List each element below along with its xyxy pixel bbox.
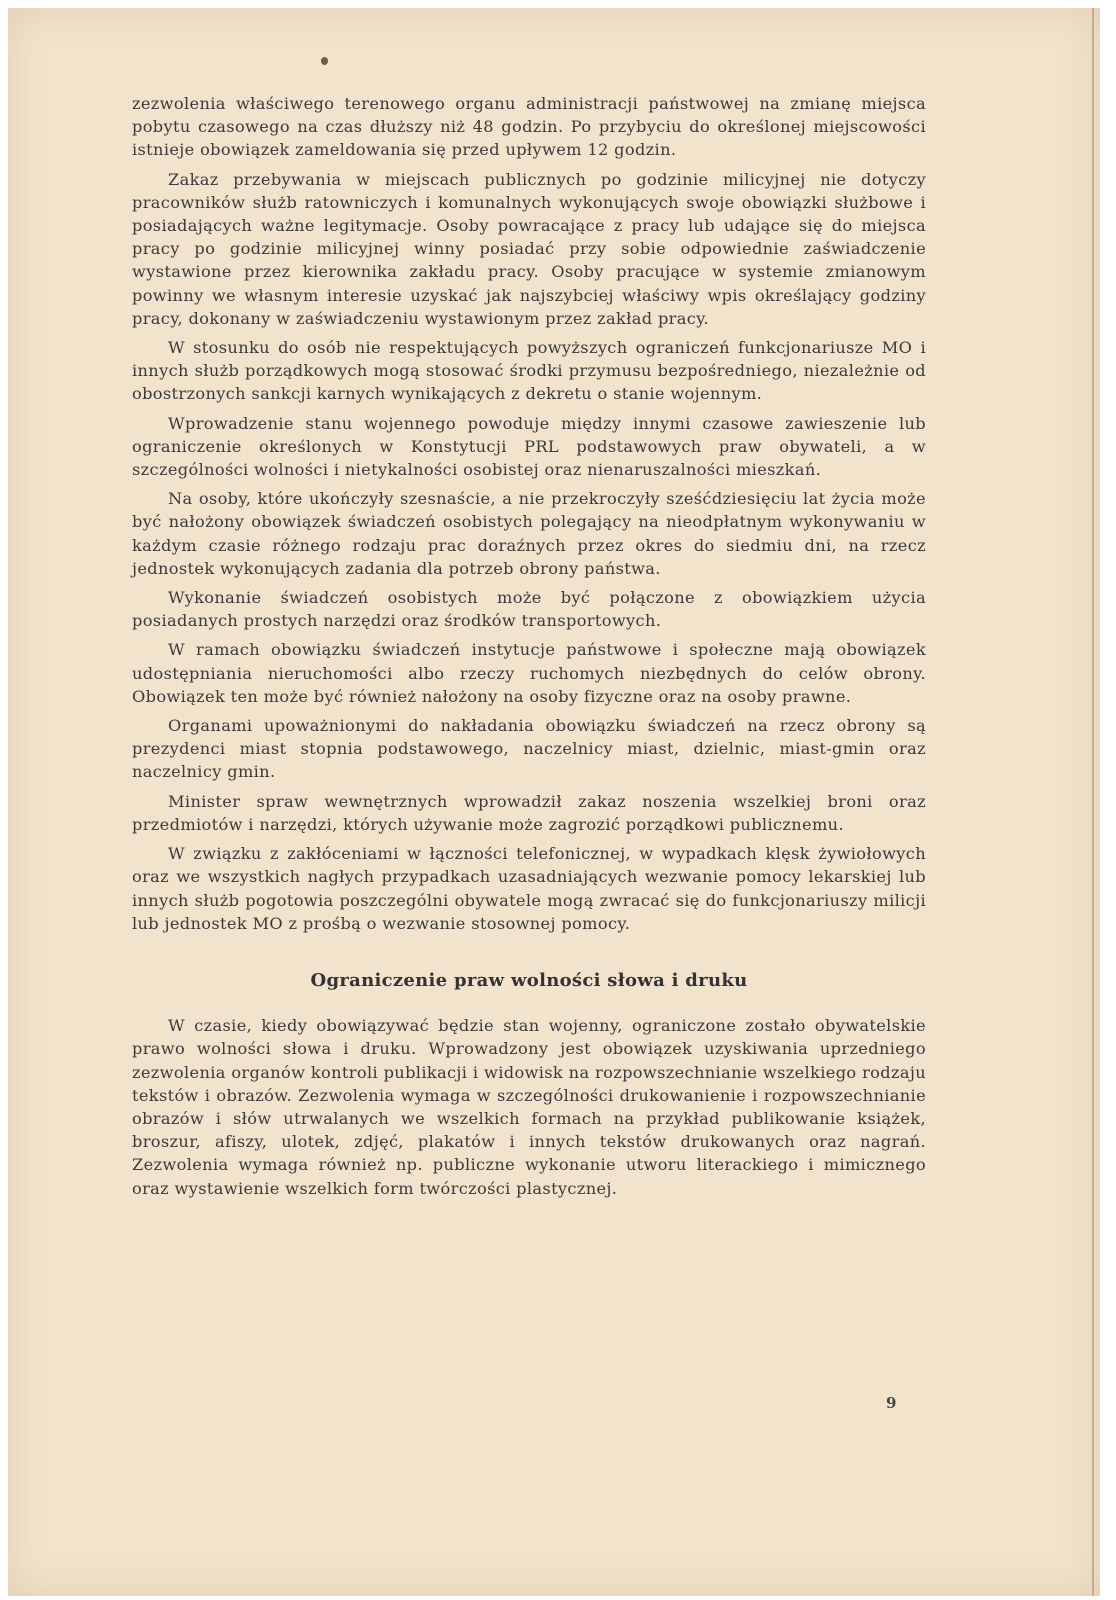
paper-speck: [321, 57, 328, 65]
paragraph: W ramach obowiązku świadczeń instytucje państwowe i społeczne mają obowiązek udostępniania nieruchomości albo rzeczy ruchomych niezbędnych do celów obrony. Obowiązek ten może być również nałożony na osoby fizyczne oraz na osoby prawne.: [132, 640, 926, 706]
paragraph: Zakaz przebywania w miejscach publicznych po godzinie milicyjnej nie dotyczy pracowników służb ratowniczych i komunalnych wykonujących swoje obowiązki służbowe i posiadających ważne legitymacje. Osoby powracające z pracy lub udające się do miejsca pracy po godzinie milicyjnej winny posiadać przy sobie odpowiednie zaświadczenie wystawione przez kierownika zakładu pracy. Osoby pracujące w systemie zmianowym powinny we własnym interesie uzyskać jak najszybciej właściwy wpis określający godziny pracy, dokonany w zaświadczeniu wystawionym przez zakład pracy.: [132, 169, 926, 328]
paragraph: Wprowadzenie stanu wojennego powoduje między innymi czasowe zawieszenie lub ograniczenie określonych w Konstytucji PRL podstawowych praw obywateli, a w szczególności wolności i nietykalności osobistej oraz nienaruszalności mieszkań.: [132, 413, 926, 480]
paragraph: Minister spraw wewnętrznych wprowadził zakaz noszenia wszelkiej broni oraz przedmiotów i narzędzi, których używanie może zagrozić porządkowi publicznemu.: [132, 791, 926, 834]
paragraph: W czasie, kiedy obowiązywać będzie stan wojenny, ograniczone zostało obywatelskie prawo wolności słowa i druku. Wprowadzony jest obowiązek uzyskiwania uprzedniego zezwolenia organów kontroli publikacji i widowisk na rozpowszechnianie wszelkiego rodzaju tekstów i obrazów. Zezwolenia wymaga w szczególności drukowanienie i rozpowszechnianie obrazów i słów utrwalanych we wszelkich formach na przykład publikowanie książek, broszur, afiszy, ulotek, zdjęć, plakatów i innych tekstów drukowanych oraz nagrań. Zezwolenia wymaga również np. publiczne wykonanie utworu literackiego i mimicznego oraz wystawienie wszelkich form twórczości plastycznej.: [132, 1016, 926, 1198]
paragraph: W stosunku do osób nie respektujących powyższych ograniczeń funkcjonariusze MO i innych służb porządkowych mogą stosować środki przymusu bezpośredniego, niezależnie od obostrzonych sankcji karnych wynikających z dekretu o stanie wojennym.: [132, 338, 926, 404]
page-number: 9: [886, 1394, 897, 1412]
document-page: [8, 8, 1100, 1596]
page-edge: [1092, 8, 1094, 1596]
section-heading: Ograniczenie praw wolności słowa i druku: [310, 969, 748, 991]
paragraph: W związku z zakłóceniami w łączności telefonicznej, w wypadkach klęsk żywiołowych oraz we wszystkich nagłych przypadkach uzasadniających wezwanie pomocy lekarskiej lub innych służb pogotowia poszczególni obywatele mogą zwracać się do funkcjonariuszy milicji lub jednostek MO z prośbą o wezwanie stosownej pomocy.: [132, 844, 926, 933]
paragraph: Na osoby, które ukończyły szesnaście, a nie przekroczyły sześćdziesięciu lat życia może być nałożony obowiązek świadczeń osobistych polegający na nieodpłatnym wykonywaniu w każdym czasie różnego rodzaju prac doraźnych przez okres do siedmiu dni, na rzecz jednostek wykonujących zadania dla potrzeb obrony państwa.: [132, 489, 926, 578]
body-text: [132, 92, 926, 1206]
paragraph: Wykonanie świadczeń osobistych może być połączone z obowiązkiem użycia posiadanych prostych narzędzi oraz środków transportowych.: [132, 588, 926, 631]
paragraph: zezwolenia właściwego terenowego organu administracji państwowej na zmianę miejsca pobytu czasowego na czas dłuższy niż 48 godzin. Po przybyciu do określonej miejscowości istnieje obowiązek zameldowania się przed upływem 12 godzin.: [132, 94, 926, 160]
paragraph: Organami upoważnionymi do nakładania obowiązku świadczeń na rzecz obrony są prezydenci miast stopnia podstawowego, naczelnicy miast, dzielnic, miast-gmin oraz naczelnicy gmin.: [132, 716, 926, 782]
